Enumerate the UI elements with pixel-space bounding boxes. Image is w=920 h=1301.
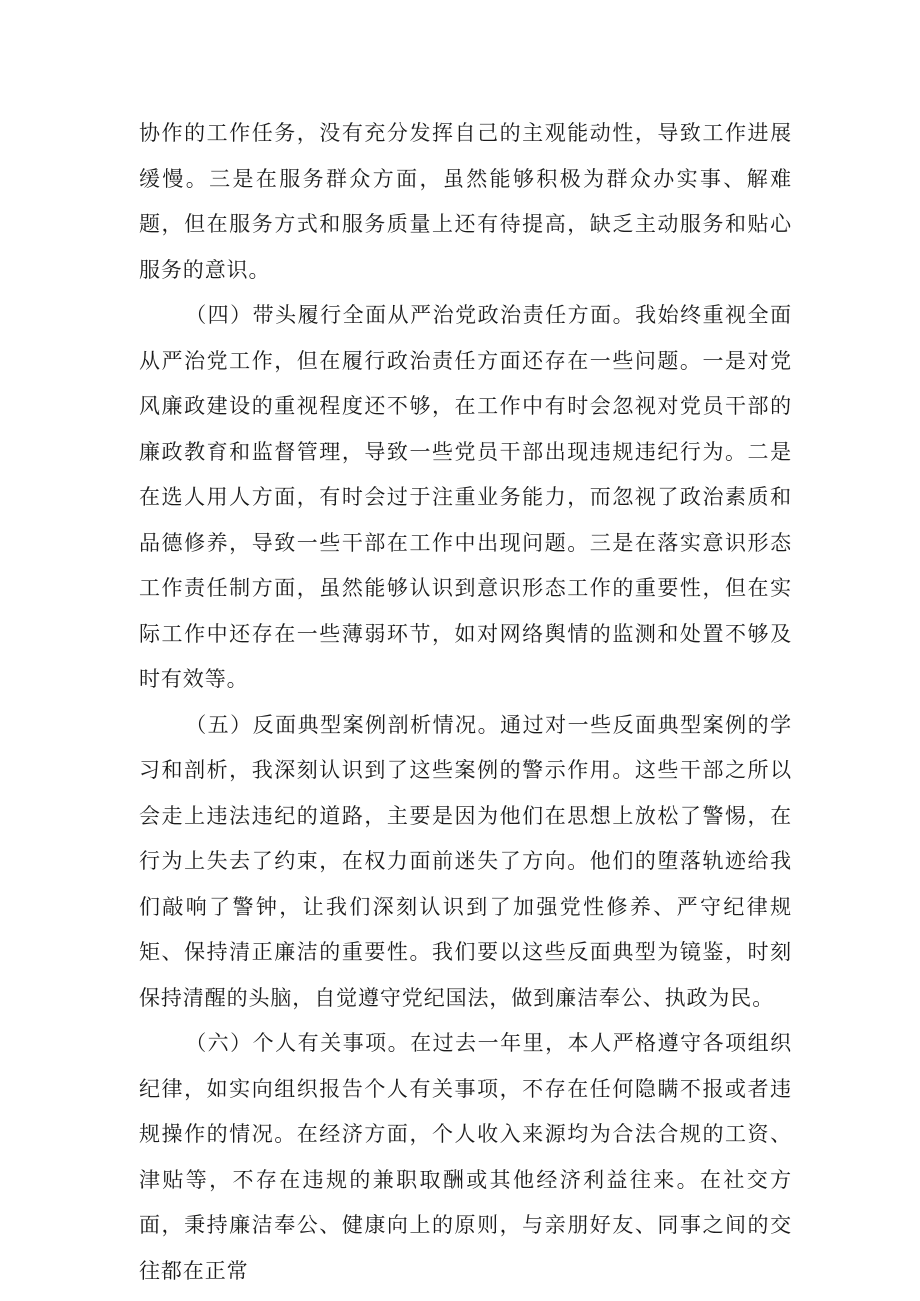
paragraph-section-6: （六）个人有关事项。在过去一年里，本人严格遵守各项组织纪律，如实向组织报告个人有关事项，不存在任何隐瞒不报或者违规操作的情况。在经济方面，个人收入来源均为合法合规的工资、津贴等，不存在违规的兼职取酬或其他经济利益往来。在社交方面，秉持廉洁奉公、健康向上的原则，与亲朋好友、同事之间的交往都在正常	[139, 1031, 792, 1283]
paragraph-continuation: 协作的工作任务，没有充分发挥自己的主观能动性，导致工作进展缓慢。三是在服务群众方面，虽然能够积极为群众办实事、解难题，但在服务方式和服务质量上还有待提高，缺乏主动服务和贴心服务的意识。	[139, 121, 792, 282]
body-text	[139, 111, 792, 1294]
paragraph-section-5: （五）反面典型案例剖析情况。通过对一些反面典型案例的学习和剖析，我深刻认识到了这些案例的警示作用。这些干部之所以会走上违法违纪的道路，主要是因为他们在思想上放松了警惕，在行为上失去了约束，在权力面前迷失了方向。他们的堕落轨迹给我们敲响了警钟，让我们深刻认识到了加强党性修养、严守纪律规矩、保持清正廉洁的重要性。我们要以这些反面典型为镜鉴，时刻保持清醒的头脑，自觉遵守党纪国法，做到廉洁奉公、执政为民。	[139, 712, 792, 1010]
paragraph-section-4: （四）带头履行全面从严治党政治责任方面。我始终重视全面从严治党工作，但在履行政治责任方面还存在一些问题。一是对党风廉政建设的重视程度还不够，在工作中有时会忽视对党员干部的廉政教育和监督管理，导致一些党员干部出现违规违纪行为。二是在选人用人方面，有时会过于注重业务能力，而忽视了政治素质和品德修养，导致一些干部在工作中出现问题。三是在落实意识形态工作责任制方面，虽然能够认识到意识形态工作的重要性，但在实际工作中还存在一些薄弱环节，如对网络舆情的监测和处置不够及时有效等。	[139, 303, 792, 691]
